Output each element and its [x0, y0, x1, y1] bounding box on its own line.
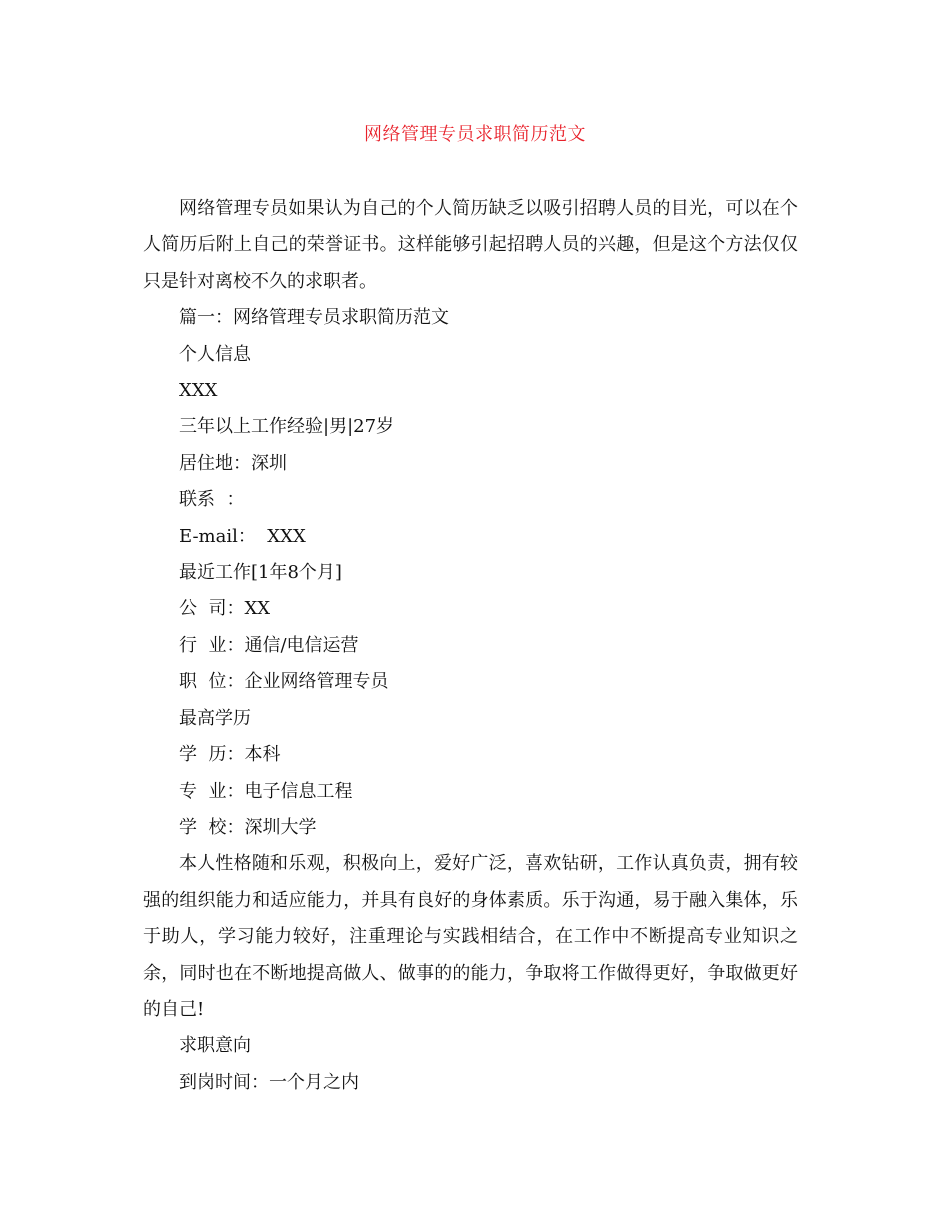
self-evaluation-paragraph: 本人性格随和乐观，积极向上，爱好广泛，喜欢钻研，工作认真负责，拥有较强的组织能力和适应能力，并具有良好的身体素质。乐于沟通，易于融入集体，乐于助人，学习能力较好，注重理论与实践相结合，在工作中不断提高专业知识之余，同时也在不断地提高做人、做事的的能力，争取将工作做得更好，争取做更好的自己!	[143, 853, 798, 1020]
education-heading: 最高学历	[179, 707, 251, 729]
name-line: XXX	[179, 380, 218, 402]
major-line: 专 业：电子信息工程	[179, 780, 353, 802]
email-line: E-mail： XXX	[179, 525, 306, 547]
arrival-time-line: 到岗时间：一个月之内	[179, 1071, 359, 1093]
industry-line: 行 业：通信/电信运营	[179, 634, 359, 656]
company-line: 公 司：XX	[179, 598, 271, 620]
intro-paragraph: 网络管理专员如果认为自己的个人简历缺乏以吸引招聘人员的目光，可以在个人简历后附上自己的荣誉证书。这样能够引起招聘人员的兴趣，但是这个方法仅仅只是针对离校不久的求职者。	[143, 198, 798, 292]
school-line: 学 校：深圳大学	[179, 816, 317, 838]
document-title: 网络管理专员求职简历范文	[364, 124, 586, 145]
residence-line: 居住地：深圳	[179, 452, 287, 474]
degree-line: 学 历：本科	[179, 744, 281, 766]
recent-work-heading: 最近工作[1年8个月]	[179, 562, 342, 584]
personal-info-heading: 个人信息	[179, 343, 251, 365]
document-body	[143, 191, 798, 1101]
position-line: 职 位：企业网络管理专员	[179, 671, 389, 693]
contact-line: 联系 ：	[179, 489, 245, 511]
job-intention-heading: 求职意向	[179, 1035, 251, 1057]
summary-line: 三年以上工作经验|男|27岁	[179, 416, 395, 438]
section-title: 篇一：网络管理专员求职简历范文	[179, 307, 449, 329]
